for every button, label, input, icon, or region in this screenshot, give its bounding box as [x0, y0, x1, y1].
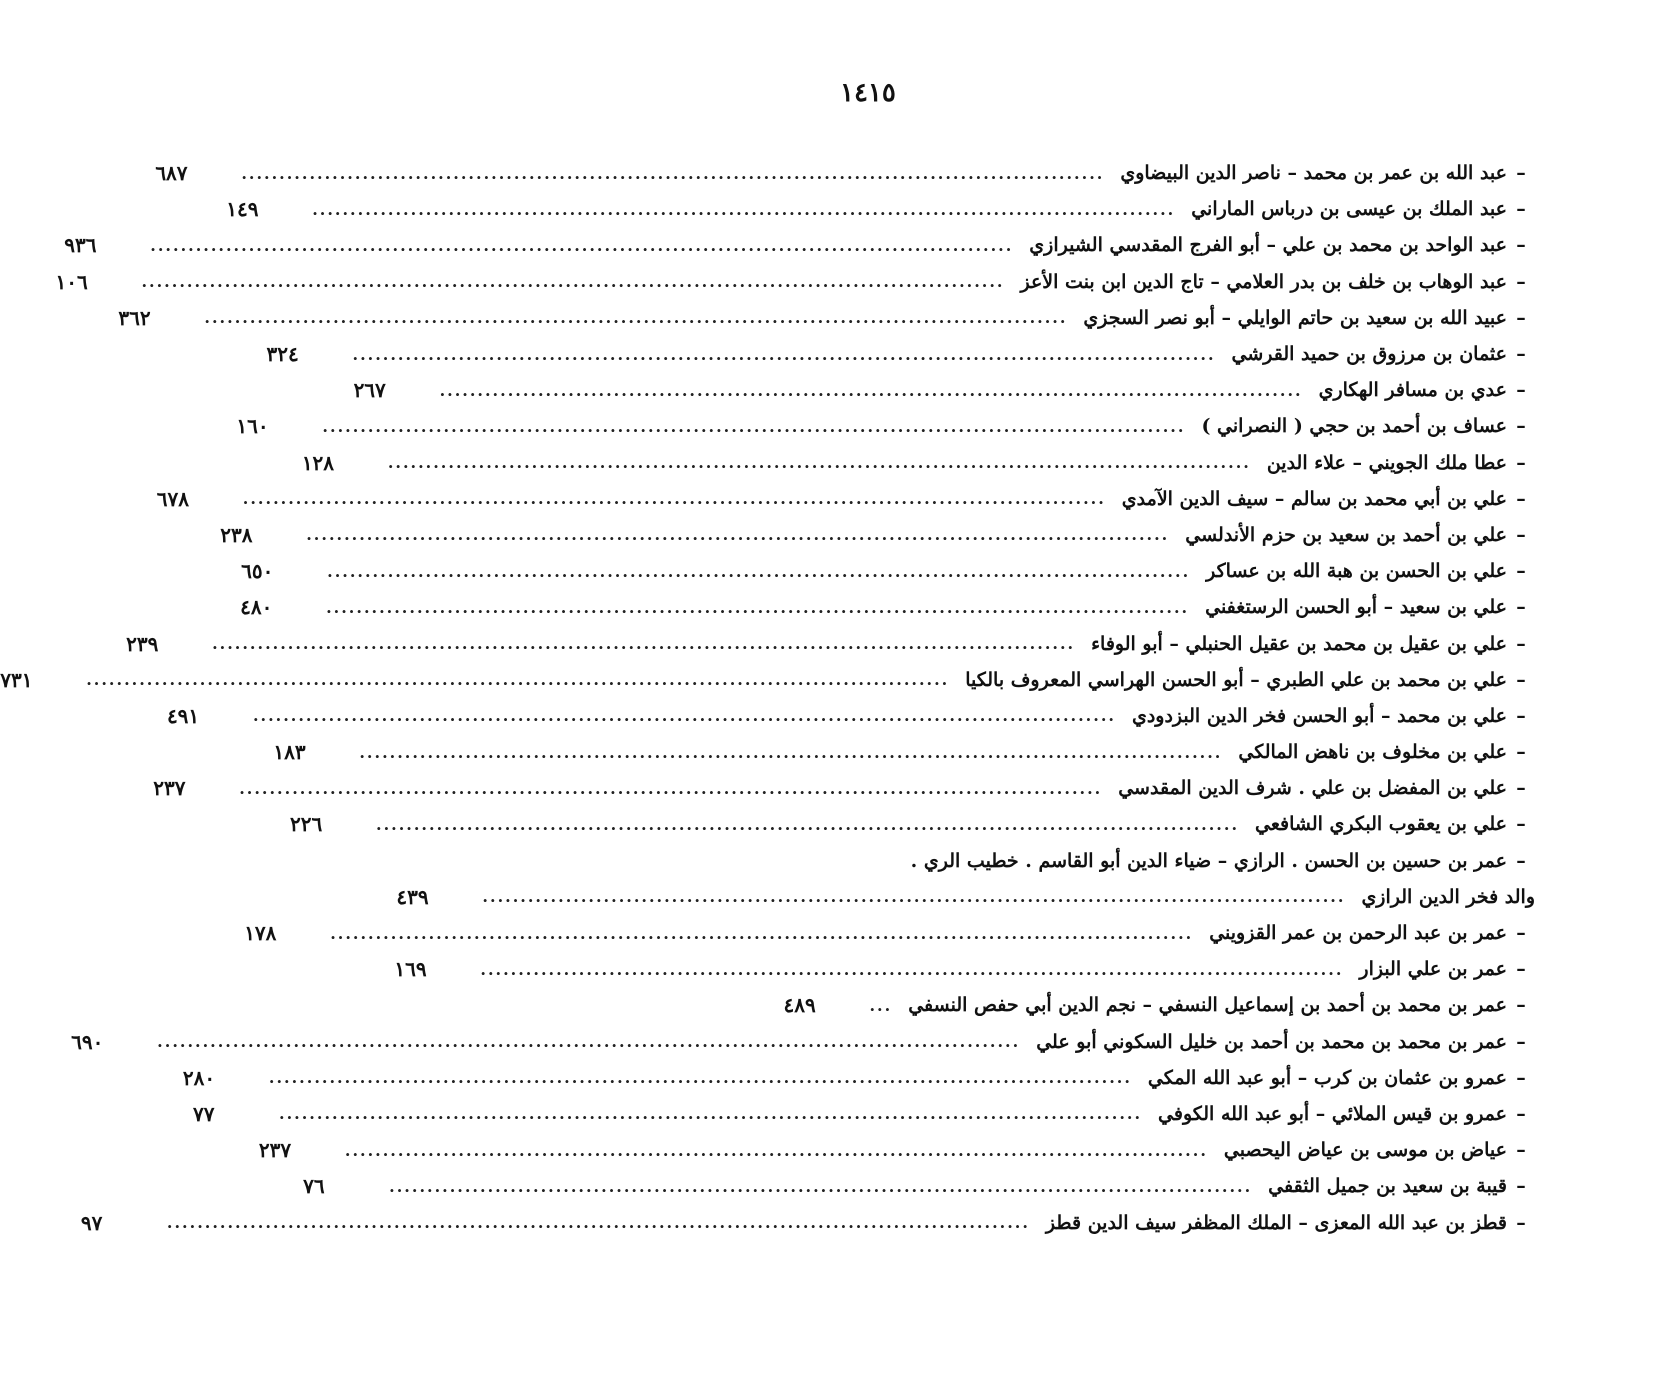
index-entry-continuation [396, 879, 1535, 915]
entry-name: علي بن يعقوب البكري الشافعي [1255, 813, 1507, 836]
index-entry [353, 372, 1535, 408]
dot-leader [389, 1177, 1256, 1196]
entry-page-number: ١٧٨ [244, 921, 277, 946]
index-entry [301, 445, 1535, 481]
page-number: ١٤١٥ [840, 78, 896, 108]
dot-leader [306, 525, 1173, 544]
index-entry [303, 1168, 1535, 1204]
entry-name: قيبة بن سعيد بن جميل الثقفي [1268, 1175, 1507, 1198]
index-entry [244, 915, 1535, 951]
entry-name: علي بن محمد بن علي الطبري – أبو الحسن الهراسي المعروف بالكيا [965, 668, 1507, 691]
entry-page-number: ٢٣٧ [153, 776, 186, 801]
entry-name: عمر بن محمد بن محمد بن أحمد بن خليل السكوني أبو علي [1036, 1030, 1507, 1053]
index-entry [236, 408, 1535, 444]
entry-page-number: ٢٦٧ [353, 378, 386, 403]
entry-page-number: ٦٩٠ [71, 1029, 104, 1054]
entry-page-number: ١٨٣ [273, 740, 306, 765]
dot-leader [269, 1068, 1136, 1087]
entry-page-number: ١٠٦ [55, 269, 88, 294]
dot-leader [86, 670, 953, 689]
entry-name: عطا ملك الجويني – علاء الدين [1266, 451, 1507, 474]
dot-leader [204, 308, 1071, 327]
entry-dash: – [1516, 704, 1526, 727]
entry-dash: – [1516, 1211, 1526, 1234]
entry-dash: – [1516, 1102, 1526, 1125]
entry-page-number: ٩٧ [80, 1210, 103, 1235]
entry-dash: – [1516, 487, 1526, 510]
entry-dash: – [1516, 958, 1526, 981]
entry-page-number: ١٦٩ [394, 957, 427, 982]
entry-name: عمرو بن قيس الملائي – أبو عبد الله الكوفي [1158, 1102, 1507, 1125]
index-entry [64, 227, 1535, 263]
entry-dash: – [1516, 1175, 1526, 1198]
entry-name: عدي بن مسافر الهكاري [1318, 379, 1507, 402]
index-entry [783, 987, 1535, 1023]
entry-name: علي بن الحسن بن هبة الله بن عساكر [1206, 560, 1507, 583]
entry-page-number: ٤٨٠ [240, 595, 273, 620]
dot-leader [241, 164, 1108, 183]
entry-name: علي بن أبي محمد بن سالم – سيف الدين الآمدي [1121, 487, 1507, 510]
entry-dash: – [1516, 560, 1526, 583]
entry-name: علي بن مخلوف بن ناهض المالكي [1238, 741, 1507, 764]
index-list [0, 155, 1535, 1241]
entry-dash: – [1516, 596, 1526, 619]
entry-dash: – [1516, 777, 1526, 800]
dot-leader [279, 1104, 1146, 1123]
entry-name: قطز بن عبد الله المعزى – الملك المظفر سيف الدين قطز [1045, 1211, 1507, 1234]
entry-dash: – [1516, 1139, 1526, 1162]
entry-name: عمر بن عبد الرحمن بن عمر القزويني [1209, 922, 1507, 945]
entry-page-number: ١٢٨ [301, 450, 335, 475]
index-entry [193, 1096, 1535, 1132]
entry-page-number: ٤٨٩ [783, 993, 816, 1018]
entry-dash: – [1516, 523, 1526, 546]
entry-dash: – [1516, 234, 1526, 257]
index-entry [71, 1024, 1535, 1060]
entry-name: عبد الوهاب بن خلف بن بدر العلامي – تاج الدين ابن بنت الأعز [1020, 270, 1507, 293]
entry-page-number: ١٦٠ [236, 414, 269, 439]
index-entry [241, 553, 1535, 589]
dot-leader [327, 562, 1194, 581]
index-entry [258, 1132, 1535, 1168]
index-entry [266, 336, 1535, 372]
entry-page-number: ٦٨٧ [155, 161, 188, 186]
index-entry [273, 734, 1535, 770]
entry-dash: – [1516, 451, 1526, 474]
dot-leader [376, 815, 1243, 834]
entry-page-number: ٣٦٢ [118, 305, 151, 330]
entry-dash: – [1516, 668, 1526, 691]
index-entry [825, 843, 1535, 879]
entry-name: عبيد الله بن سعيد بن حاتم الوايلي – أبو نصر السجزي [1083, 306, 1507, 329]
dot-leader [141, 272, 1008, 291]
entry-page-number: ٢٣٩ [126, 631, 159, 656]
entry-page-number: ٢٣٧ [258, 1138, 292, 1163]
entry-page-number: ٤٩١ [166, 703, 200, 728]
dot-leader [326, 598, 1193, 617]
entry-page-number: ٧٣١ [0, 667, 33, 692]
entry-name: والد فخر الدين الرازي [1361, 885, 1535, 908]
entry-dash: – [1516, 813, 1526, 836]
entry-name: عبد الواحد بن محمد بن علي – أبو الفرج المقدسي الشيرازي [1029, 234, 1507, 257]
entry-dash: – [1516, 415, 1526, 438]
entry-name: عياض بن موسى بن عياض اليحصبي [1223, 1139, 1507, 1162]
entry-name: عمر بن حسين بن الحسن . الرازي – ضياء الدين أبو القاسم . خطيب الري . [910, 849, 1507, 872]
dot-leader [167, 1213, 1034, 1232]
entry-name: عثمان بن مرزوق بن حميد القرشي [1231, 343, 1507, 366]
entry-page-number: ٤٣٩ [396, 884, 429, 909]
dot-leader [353, 345, 1220, 364]
entry-name: علي بن أحمد بن سعيد بن حزم الأندلسي [1185, 523, 1507, 546]
entry-name: عبد الملك بن عيسى بن درباس الماراني [1191, 198, 1507, 221]
index-entry [220, 517, 1535, 553]
dot-leader [359, 743, 1226, 762]
dot-leader [157, 1032, 1024, 1051]
entry-page-number: ٧٧ [193, 1101, 215, 1126]
entry-dash: – [1516, 849, 1526, 872]
entry-page-number: ١٤٩ [226, 197, 259, 222]
dot-leader [239, 779, 1106, 798]
dot-leader [150, 236, 1017, 255]
index-entry [126, 625, 1535, 661]
dot-leader [869, 996, 896, 1015]
entry-dash: – [1516, 270, 1526, 293]
index-entry [166, 698, 1535, 734]
entry-page-number: ٧٦ [303, 1174, 325, 1199]
index-entry [394, 951, 1535, 987]
entry-page-number: ٢٢٦ [290, 812, 323, 837]
entry-dash: – [1516, 741, 1526, 764]
entry-name: علي بن سعيد – أبو الحسن الرستغفني [1205, 596, 1507, 619]
dot-leader [312, 200, 1179, 219]
entry-name: علي بن محمد – أبو الحسن فخر الدين البزدودي [1131, 704, 1507, 727]
entry-name: عساف بن أحمد بن حجي ( النصراني ) [1201, 415, 1507, 438]
entry-page-number: ٩٣٦ [64, 233, 97, 258]
dot-leader [330, 924, 1197, 943]
index-entry [153, 770, 1535, 806]
entry-dash: – [1516, 379, 1526, 402]
entry-page-number: ٢٣٨ [220, 522, 253, 547]
dot-leader [480, 960, 1347, 979]
index-entry [290, 806, 1535, 842]
entry-name: عمر بن محمد بن أحمد بن إسماعيل النسفي – نجم الدين أبي حفص النسفي [908, 994, 1507, 1017]
dot-leader [440, 381, 1307, 400]
entry-dash: – [1516, 306, 1526, 329]
entry-page-number: ٢٨٠ [182, 1065, 216, 1090]
entry-page-number: ٦٥٠ [241, 559, 274, 584]
index-entry [240, 589, 1535, 625]
index-entry [118, 300, 1535, 336]
entry-dash: – [1516, 1066, 1526, 1089]
entry-name: عمر بن علي البزار [1359, 958, 1507, 981]
dot-leader [388, 453, 1255, 472]
index-entry [80, 1204, 1535, 1240]
entry-dash: – [1516, 343, 1526, 366]
index-entry [155, 155, 1535, 191]
dot-leader [243, 489, 1110, 508]
entry-dash: – [1516, 632, 1526, 655]
entry-dash: – [1516, 162, 1526, 185]
dot-leader [212, 634, 1079, 653]
entry-dash: – [1516, 198, 1526, 221]
entry-name: علي بن المفضل بن علي . شرف الدين المقدسي [1118, 777, 1507, 800]
index-entry [156, 481, 1535, 517]
entry-name: علي بن عقيل بن محمد بن عقيل الحنبلي – أبو الوفاء [1091, 632, 1507, 655]
entry-dash: – [1516, 994, 1526, 1017]
entry-dash: – [1516, 1030, 1526, 1053]
dot-leader [482, 887, 1349, 906]
index-entry [55, 264, 1535, 300]
dot-leader [253, 706, 1120, 725]
entry-page-number: ٦٧٨ [156, 486, 190, 511]
index-entry [182, 1060, 1535, 1096]
entry-name: عبد الله بن عمر بن محمد – ناصر الدين البيضاوي [1120, 162, 1507, 185]
index-entry [226, 191, 1535, 227]
index-entry [0, 662, 1535, 698]
entry-page-number: ٣٢٤ [266, 342, 299, 367]
entry-name: عمرو بن عثمان بن كرب – أبو عبد الله المكي [1147, 1066, 1507, 1089]
dot-leader [322, 417, 1189, 436]
entry-dash: – [1516, 922, 1526, 945]
dot-leader [345, 1141, 1212, 1160]
